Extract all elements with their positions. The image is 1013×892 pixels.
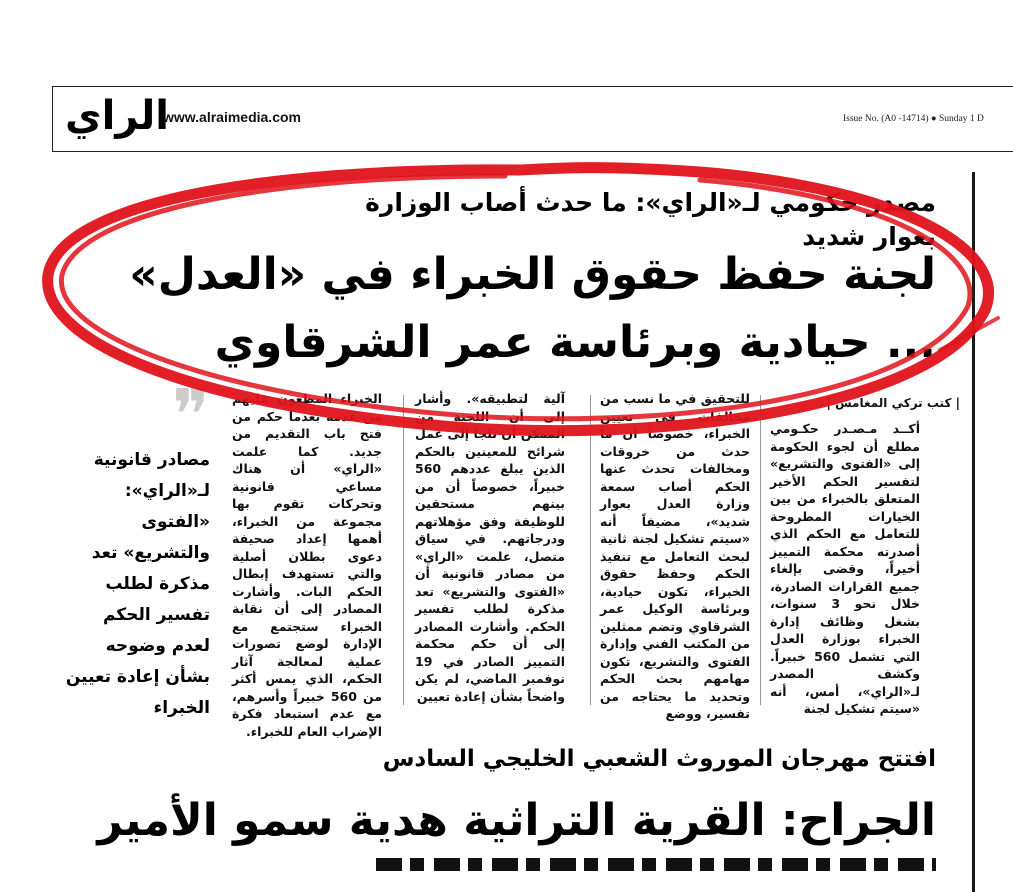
newspaper-logo: الراي [65,93,169,139]
frame-rule [972,172,975,892]
column-divider [590,395,591,705]
story1-headline-line1: لجنة حفظ حقوق الخبراء في «العدل» [129,249,936,300]
story2-headline: الجراح: القرية التراثية هدية سمو الأمير [97,795,936,846]
article-column-3: آلية لتطبيقه». وأشار إلى أن اللجنة من الممكن أن تلجأ إلى عمل شرائح للمعينين بالحكم الذين يبلغ عددهم 560 خبيراً، خصوصاً أن من بينهم مستحقين للوظيفة وفق مؤهلاتهم ودرجاتهم. في سياق متصل، علمت «الراي» من مصادر قانونية أن «الفتوى والتشريع» تعد مذكرة لطلب تفسير الحكم. وأشارت المصادر إلى أن حكم محكمة التمييز الصادر في 19 نوفمبر الماضي، لم يكن واضحاً بشأن إعادة تعيين [415,391,565,704]
article-column-2: للتحقيق في ما نسب من مخالفات في تعيين الخبراء، خصوصاً أن ما حدث من خروقات ومخالفات تحدث عنها الحكم أصاب سمعة وزارة العدل بعوار شديد»، مضيفاً أنه «سيتم تشكيل لجنة ثانية لبحث التعامل مع تنفيذ الحكم وحفظ حقوق الخبراء، تكون حيادية، وبرئاسة الوكيل عمر الشرقاوي وتضم ممثلين من المكتب الفني وإدارة الفتوى والتشريع، تكون مهامهم بحث الحكم وتحديد ما يحتاجه من تفسير، ووضع [600,391,750,721]
article-column-1: أكــد مـصـدر حكـومي مطلع أن لجوء الحكومة إلى «الفتوى والتشريع» لتفسير الحكم الأخير المتعلق بالخبراء من بين الخيارات المطروحة للتعامل مع الحكم الذي أصدرته محكمة التمييز أخيراً، وقضى بإلغاء جميع القرارات الصادرة، خلال نحو 3 سنوات، بشغل وظائف إدارة الخبراء بوزارة العدل التي تشمل 560 خبيراً. وكشف المصدر لـ«الراي»، أمس، أنه «سيتم تشكيل لجنة [770,421,920,716]
issue-info: Issue No. (A0 -14714) ● Sunday 1 D [843,114,984,124]
column-divider [403,395,404,705]
story1-kicker: مصدر حكومي لـ«الراي»: ما حدث أصاب الوزارة بعوار شديد [365,188,936,251]
website-url: www.alraimedia.com [163,109,301,125]
article-column-4: الخبراء المطعون عليهم من عدمه بعدما حكم من فتح باب التقديم من جديد. كما علمت «الراي» أن هناك مساعي قانونية وتحركات تقوم بها مجموعة من الخبراء، أهمها إعداد صحيفة دعوى بطلان أصلية والتي تستهدف إبطال الحكم البات. وأشارت المصادر إلى أن نقابة الخبراء ستجتمع مع الإدارة لوضع تصورات عملية لمعالجة آثار الحكم، الذي يمس أكثر من 560 خبيراً وأسرهم، مع عدم استبعاد فكرة الإضراب العام للخبراء. [232,391,382,739]
story1-headline-line2: ... حيادية وبرئاسة عمر الشرقاوي [214,317,936,368]
masthead [52,86,1013,152]
column-divider [760,395,761,705]
cut-off-text-line [376,858,936,871]
story2-kicker: افتتح مهرجان الموروث الشعبي الخليجي السادس [382,746,936,772]
quote-mark-icon: ❞ [172,374,210,456]
byline: | كتب تركي المغامس | [826,396,960,410]
pull-quote: مصادر قانونية لـ«الراي»: «الفتوى والتشريع» تعد مذكرة لطلب تفسير الحكم لعدم وضوحه بشأن إعادة تعيين الخبراء [65,450,210,718]
